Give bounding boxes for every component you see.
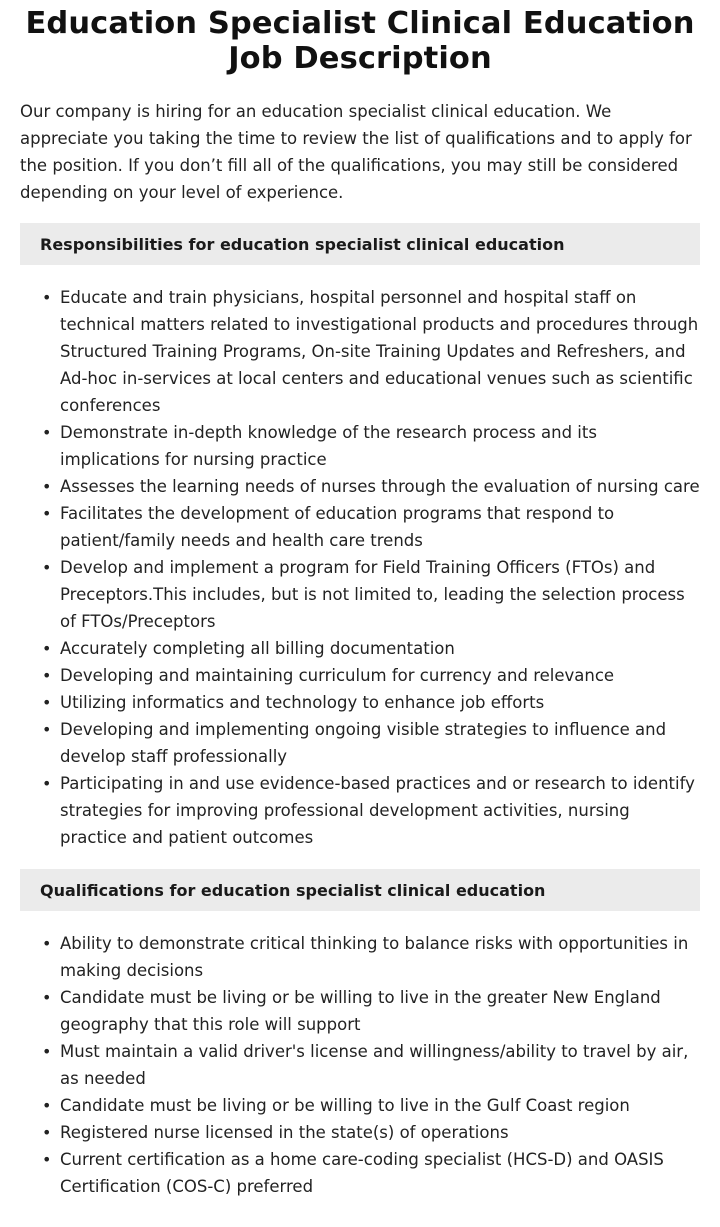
qualification-item: [42, 1146, 700, 1200]
bullet-icon: •: [42, 1096, 52, 1115]
responsibilities-heading: [20, 223, 700, 265]
responsibility-item-text: Developing and maintaining curriculum for currency and relevance: [60, 666, 615, 685]
bullet-icon: •: [42, 988, 52, 1007]
qualification-item: [42, 1038, 700, 1092]
bullet-icon: •: [42, 1042, 52, 1061]
bullet-icon: •: [42, 774, 52, 793]
responsibility-item-text: Accurately completing all billing documentation: [60, 639, 455, 658]
bullet-icon: •: [42, 504, 52, 523]
responsibility-item: [42, 500, 700, 554]
responsibility-item: [42, 419, 700, 473]
qualification-item-text: Registered nurse licensed in the state(s) of operations: [60, 1123, 509, 1142]
qualification-item-text: Current certification as a home care-coding specialist (HCS-D) and OASIS Certification (COS-C) preferred: [60, 1150, 664, 1196]
responsibility-item: [42, 716, 700, 770]
qualifications-heading: [20, 869, 700, 911]
bullet-icon: •: [42, 1123, 52, 1142]
qualification-item-text: Candidate must be living or be willing to live in the greater New England geography that this role will support: [60, 988, 661, 1034]
qualification-item: [42, 930, 700, 984]
responsibility-item: [42, 284, 700, 419]
qualification-item: [42, 984, 700, 1038]
qualification-item-text: Must maintain a valid driver's license and willingness/ability to travel by air, as needed: [60, 1042, 689, 1088]
bullet-icon: •: [42, 934, 52, 953]
responsibilities-list: [20, 284, 700, 851]
bullet-icon: •: [42, 666, 52, 685]
bullet-icon: •: [42, 477, 52, 496]
qualification-item: [42, 1092, 700, 1119]
bullet-icon: •: [42, 720, 52, 739]
responsibility-item-text: Participating in and use evidence-based practices and or research to identify strategies for improving professional development activities, nursing practice and patient outcomes: [60, 774, 695, 847]
responsibilities-heading-text: Responsibilities for education specialist clinical education: [40, 234, 565, 254]
responsibility-item: [42, 689, 700, 716]
responsibility-item-text: Facilitates the development of education programs that respond to patient/family needs and health care trends: [60, 504, 615, 550]
qualifications-list: [20, 930, 700, 1200]
responsibility-item-text: Utilizing informatics and technology to enhance job efforts: [60, 693, 545, 712]
responsibility-item-text: Demonstrate in-depth knowledge of the research process and its implications for nursing practice: [60, 423, 597, 469]
responsibility-item: [42, 473, 700, 500]
qualification-item-text: Candidate must be living or be willing to live in the Gulf Coast region: [60, 1096, 630, 1115]
responsibility-item: [42, 662, 700, 689]
bullet-icon: •: [42, 693, 52, 712]
intro-paragraph: Our company is hiring for an education specialist clinical education. We appreciate you taking the time to review the list of qualifications and to apply for the position. If you don’t fill all of the qualifications, you may still be considered depending on your level of experience.: [20, 102, 692, 202]
responsibility-item: [42, 770, 700, 851]
bullet-icon: •: [42, 639, 52, 658]
qualifications-heading-text: Qualifications for education specialist clinical education: [40, 880, 546, 900]
responsibility-item-text: Educate and train physicians, hospital personnel and hospital staff on technical matters related to investigational products and procedures through Structured Training Programs, On-site Training Updates and Refreshers, and Ad-hoc in-services at local centers and educational venues such as scientific conferences: [60, 288, 699, 415]
bullet-icon: •: [42, 558, 52, 577]
responsibility-item-text: Assesses the learning needs of nurses through the evaluation of nursing care: [60, 477, 700, 496]
responsibility-item-text: Developing and implementing ongoing visible strategies to influence and develop staff professionally: [60, 720, 667, 766]
bullet-icon: •: [42, 288, 52, 307]
responsibility-item-text: Develop and implement a program for Field Training Officers (FTOs) and Preceptors.This includes, but is not limited to, leading the selection process of FTOs/Preceptors: [60, 558, 685, 631]
page-title: Education Specialist Clinical Education Job Description: [25, 6, 695, 76]
responsibility-item: [42, 635, 700, 662]
qualification-item-text: Ability to demonstrate critical thinking to balance risks with opportunities in making decisions: [60, 934, 689, 980]
bullet-icon: •: [42, 1150, 52, 1169]
qualification-item: [42, 1119, 700, 1146]
responsibility-item: [42, 554, 700, 635]
bullet-icon: •: [42, 423, 52, 442]
